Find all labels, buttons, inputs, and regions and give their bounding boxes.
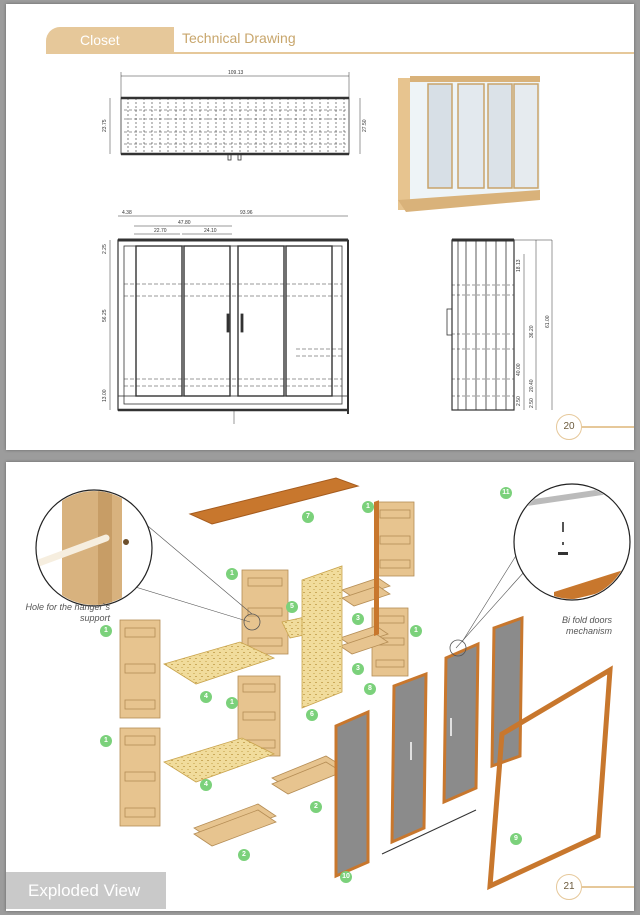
part-badge: 11 <box>500 487 512 499</box>
part-badge: 1 <box>226 697 238 709</box>
part-badge: 8 <box>364 683 376 695</box>
dim-top-width: 109.13 <box>228 70 244 76</box>
hole-detail-circle <box>36 482 152 622</box>
part-badge: 9 <box>510 833 522 845</box>
front-view-drawing <box>110 216 348 424</box>
section-tab: Closet <box>46 27 174 53</box>
dim-side-c: 61.00 <box>545 315 551 328</box>
technical-drawing <box>6 4 634 450</box>
dim-side-d: 40.00 <box>516 363 522 376</box>
part-badge: 3 <box>352 663 364 675</box>
part-badge: 6 <box>306 709 318 721</box>
dim-side-b: 36.20 <box>529 325 535 338</box>
part-badge: 1 <box>100 625 112 637</box>
dim-side-e: 20.40 <box>529 379 535 392</box>
part-badge: 1 <box>100 735 112 747</box>
page-subtitle: Technical Drawing <box>182 30 296 46</box>
part-badge: 4 <box>200 779 212 791</box>
part-badge: 7 <box>302 511 314 523</box>
part-badge: 1 <box>362 501 374 513</box>
top-board <box>190 478 358 524</box>
part-badge: 2 <box>310 801 322 813</box>
dim-front-h-mid: 56.25 <box>102 309 108 322</box>
dim-front-q2: 24.10 <box>204 228 217 234</box>
dim-front-overall: 93.96 <box>240 210 253 216</box>
dim-top-depth-right: 27.50 <box>362 119 368 132</box>
hole-annotation: Hole for the hanger`s support <box>25 602 110 623</box>
exploded-view-page <box>6 462 634 911</box>
exploded-view-label: Exploded View <box>6 872 166 909</box>
page-number-rule <box>582 886 634 888</box>
dim-front-q1: 22.70 <box>154 228 167 234</box>
part-badge: 1 <box>226 568 238 580</box>
dim-front-h-bot: 13.00 <box>102 389 108 402</box>
part-badge: 5 <box>286 601 298 613</box>
osb-back-panel <box>302 566 342 708</box>
part-badge: 1 <box>410 625 422 637</box>
leader-left-b <box>136 516 252 614</box>
part-badge: 2 <box>238 849 250 861</box>
dim-front-side: 4.38 <box>122 210 132 216</box>
exploded-view-drawing <box>6 462 634 911</box>
closet-render <box>398 76 540 212</box>
dim-top-depth-left: 23.75 <box>102 119 108 132</box>
part-badge: 10 <box>340 871 352 883</box>
dim-side-g: 2.50 <box>529 398 535 408</box>
dim-side-f: 2.50 <box>516 396 522 406</box>
mechanism-detail-circle <box>514 484 634 604</box>
dim-front-half: 47.80 <box>178 220 191 226</box>
page-number: 20 <box>556 414 582 440</box>
top-view-drawing <box>110 72 360 160</box>
part-badge: 4 <box>200 691 212 703</box>
side-view-drawing <box>447 240 552 410</box>
dim-side-a: 18.13 <box>516 259 522 272</box>
dim-front-h-top: 2.25 <box>102 244 108 254</box>
page-number-rule <box>582 426 634 428</box>
mechanism-annotation: Bi fold doors mechanism <box>561 615 612 636</box>
page-number: 21 <box>556 874 582 900</box>
part-badge: 3 <box>352 613 364 625</box>
technical-drawing-page <box>6 4 634 450</box>
